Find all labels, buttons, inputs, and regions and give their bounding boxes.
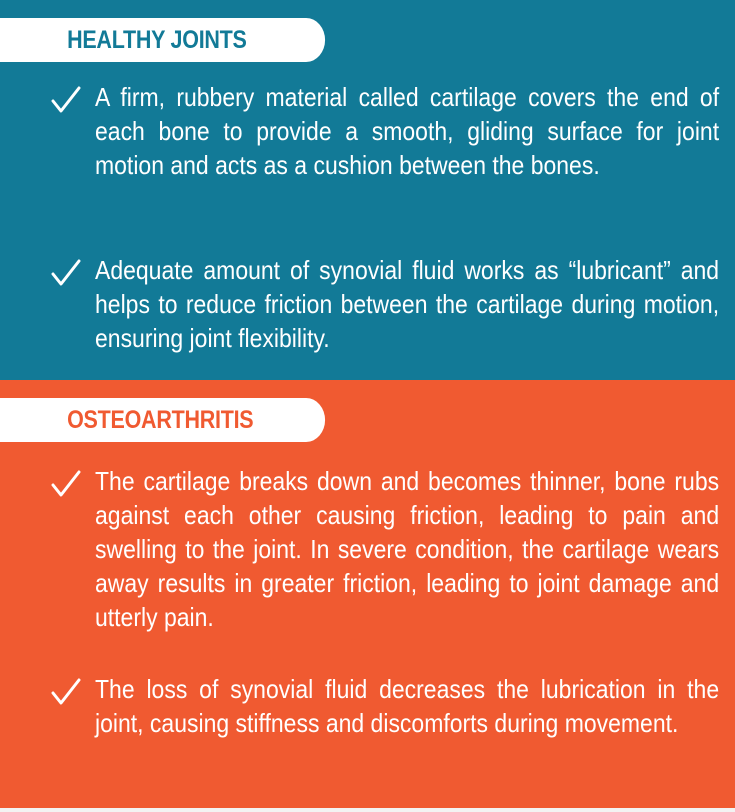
- checkmark-icon: [50, 257, 82, 289]
- list-item-text: A firm, rubbery material called cartilage covers the end of each bone to provide a smooth, gliding surface for joint motion and acts as a cushion between the bones.: [95, 82, 720, 180]
- list-item-text: The cartilage breaks down and becomes thinner, bone rubs against each other causing friction, leading to pain and swelling to the joint. In severe condition, the cartilage wears away results in greater friction, leading to joint damage and utterly pain.: [95, 466, 720, 632]
- healthy-joints-section: [0, 0, 735, 380]
- checkmark-icon: [50, 468, 82, 500]
- list-item-text: Adequate amount of synovial fluid works as “lubricant” and helps to reduce friction between the cartilage during motion, ensuring joint flexibility.: [95, 255, 720, 353]
- osteoarthritis-section: [0, 380, 735, 808]
- bottom-divider: [0, 808, 735, 812]
- osteoarthritis-title: OSTEOARTHRITIS: [0, 398, 325, 442]
- checkmark-icon: [50, 84, 82, 116]
- list-item-text: The loss of synovial fluid decreases the lubrication in the joint, causing stiffness and discomforts during movement.: [95, 674, 720, 738]
- healthy-joints-title: HEALTHY JOINTS: [0, 18, 325, 62]
- checkmark-icon: [50, 676, 82, 708]
